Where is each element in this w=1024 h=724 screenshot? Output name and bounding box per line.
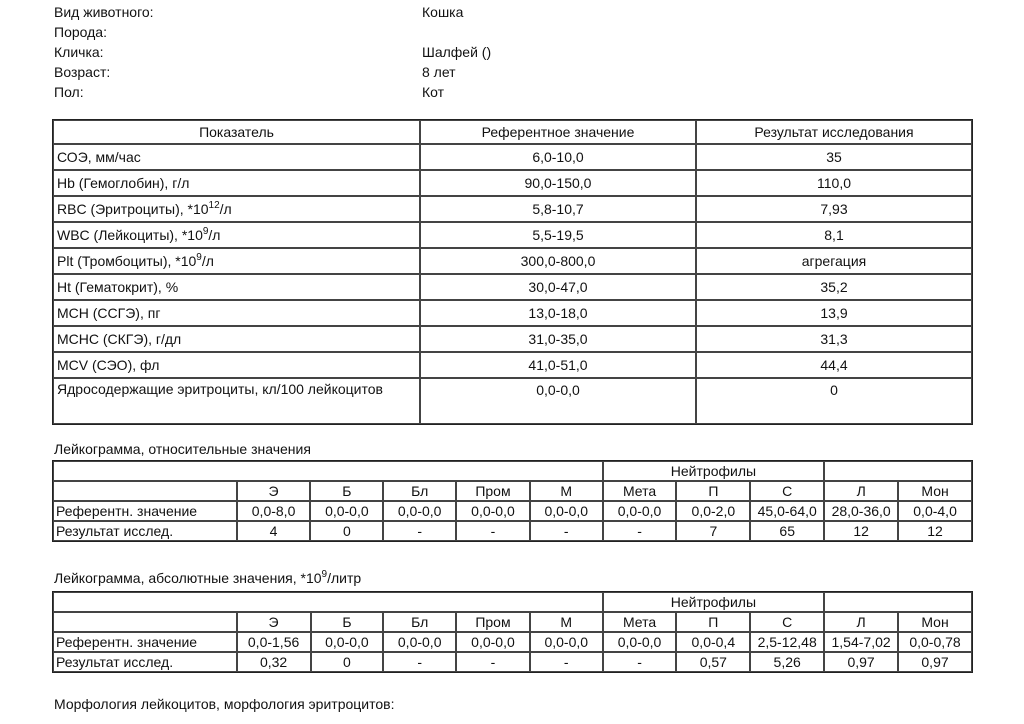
reference-value: 0,0-1,56	[237, 632, 311, 652]
column-header: М	[530, 481, 603, 501]
reference-value: 31,0-35,0	[420, 326, 696, 352]
exponent: 12	[208, 200, 220, 211]
result-value: агрегация	[696, 248, 972, 274]
result-value: 0	[310, 521, 383, 541]
result-value: -	[456, 652, 530, 672]
column-header: Л	[824, 481, 898, 501]
result-value: 65	[750, 521, 824, 541]
result-value: -	[603, 521, 677, 541]
column-header: Референтное значение	[420, 120, 696, 144]
table-row	[53, 378, 972, 424]
reference-value: 28,0-36,0	[824, 501, 898, 521]
leukogram-absolute-caption	[54, 570, 361, 586]
info-label: Возраст:	[54, 64, 111, 80]
parameter-unit: /л	[201, 253, 214, 269]
parameter-name-text: RBC (Эритроциты), *10	[57, 201, 209, 217]
result-value: -	[383, 521, 456, 541]
parameter-name	[53, 248, 420, 274]
column-header: Бл	[383, 481, 456, 501]
reference-value: 0,0-0,0	[420, 378, 696, 424]
group-header-row	[53, 592, 972, 612]
parameter-name: MCHC (СКГЭ), г/дл	[53, 326, 420, 352]
info-value: Шалфей ()	[422, 44, 492, 60]
reference-value: 0,0-2,0	[676, 501, 750, 521]
empty-cell	[53, 481, 237, 501]
column-header: Пром	[456, 612, 530, 632]
result-value: 8,1	[696, 222, 972, 248]
result-value: 110,0	[696, 170, 972, 196]
column-header: П	[676, 612, 750, 632]
parameter-name: Hb (Гемоглобин), г/л	[53, 170, 420, 196]
result-value: 44,4	[696, 352, 972, 378]
row-label: Результат исслед.	[53, 652, 237, 672]
reference-value: 0,0-0,0	[603, 501, 677, 521]
result-value: 13,9	[696, 300, 972, 326]
column-header: М	[530, 612, 603, 632]
table-row	[53, 248, 972, 274]
reference-value: 30,0-47,0	[420, 274, 696, 300]
parameter-name: Ядросодержащие эритроциты, кл/100 лейкоцитов	[53, 378, 420, 424]
reference-value: 0,0-0,0	[530, 501, 603, 521]
table-row	[53, 352, 972, 378]
info-label: Порода:	[54, 24, 107, 40]
result-value: -	[530, 521, 603, 541]
column-header: Э	[237, 612, 311, 632]
column-header: Показатель	[53, 120, 420, 144]
result-value: 0,97	[898, 652, 972, 672]
empty-cell	[53, 612, 237, 632]
column-header: Мета	[603, 481, 677, 501]
info-label: Кличка:	[54, 44, 104, 60]
table-row	[53, 274, 972, 300]
reference-row	[53, 632, 972, 652]
column-header: Э	[237, 481, 311, 501]
reference-value: 0,0-0,0	[456, 632, 530, 652]
parameter-unit: /л	[219, 201, 232, 217]
empty-cell	[824, 592, 972, 612]
result-value: 35,2	[696, 274, 972, 300]
reference-value: 5,8-10,7	[420, 196, 696, 222]
caption-text: Лейкограмма, абсолютные значения, *10	[54, 570, 322, 586]
column-header: П	[676, 481, 750, 501]
row-label: Результат исслед.	[53, 521, 237, 541]
row-label: Референтн. значение	[53, 501, 237, 521]
parameter-name: MCV (СЭО), фл	[53, 352, 420, 378]
empty-cell	[53, 592, 603, 612]
info-value: Кот	[422, 84, 445, 100]
reference-value: 0,0-0,4	[676, 632, 750, 652]
table-row	[53, 326, 972, 352]
exponent: 9	[196, 252, 202, 263]
result-value: -	[530, 652, 603, 672]
parameter-unit: /л	[208, 227, 221, 243]
result-value: 7	[676, 521, 750, 541]
morphology-heading: Морфология лейкоцитов, морфология эритроцитов:	[54, 696, 395, 712]
result-value: 0	[311, 652, 384, 672]
parameter-name	[53, 196, 420, 222]
hematology-table	[52, 119, 973, 425]
result-row	[53, 652, 972, 672]
row-label: Референтн. значение	[53, 632, 237, 652]
leukogram-relative-table	[52, 460, 973, 542]
parameter-name: MCH (ССГЭ), пг	[53, 300, 420, 326]
column-header: Мета	[603, 612, 677, 632]
result-value: 0,32	[237, 652, 311, 672]
neutrophils-group-header: Нейтрофилы	[603, 592, 824, 612]
reference-value: 0,0-0,78	[898, 632, 972, 652]
neutrophils-group-header: Нейтрофилы	[603, 461, 825, 481]
reference-value: 0,0-0,0	[383, 632, 456, 652]
column-header: С	[750, 481, 824, 501]
reference-value: 5,5-19,5	[420, 222, 696, 248]
reference-value: 45,0-64,0	[750, 501, 824, 521]
parameter-name	[53, 222, 420, 248]
parameter-name-text: Plt (Тромбоциты), *10	[57, 253, 197, 269]
result-value: -	[603, 652, 677, 672]
reference-value: 0,0-0,0	[311, 632, 384, 652]
result-value: 4	[237, 521, 311, 541]
result-value: 7,93	[696, 196, 972, 222]
column-header: С	[750, 612, 824, 632]
result-value: 0,97	[824, 652, 898, 672]
reference-value: 0,0-0,0	[383, 501, 456, 521]
reference-value: 0,0-0,0	[603, 632, 677, 652]
leukogram-absolute-table	[52, 591, 973, 673]
reference-value: 41,0-51,0	[420, 352, 696, 378]
table-header-row	[53, 120, 972, 144]
table-row	[53, 170, 972, 196]
info-value: 8 лет	[422, 64, 456, 80]
reference-value: 0,0-0,0	[456, 501, 530, 521]
info-label: Пол:	[54, 84, 84, 100]
table-row	[53, 144, 972, 170]
result-value: 0	[696, 378, 972, 424]
reference-value: 0,0-4,0	[898, 501, 972, 521]
table-row	[53, 196, 972, 222]
parameter-name-text: WBC (Лейкоциты), *10	[57, 227, 203, 243]
reference-value: 300,0-800,0	[420, 248, 696, 274]
reference-value: 6,0-10,0	[420, 144, 696, 170]
column-header: Бл	[383, 612, 456, 632]
column-header: Пром	[456, 481, 530, 501]
table-row	[53, 222, 972, 248]
empty-cell	[53, 461, 603, 481]
column-header: Л	[824, 612, 898, 632]
empty-cell	[824, 461, 972, 481]
column-header: Мон	[898, 612, 972, 632]
reference-row	[53, 501, 972, 521]
reference-value: 0,0-8,0	[237, 501, 311, 521]
table-row	[53, 300, 972, 326]
exponent: 9	[202, 226, 209, 237]
reference-value: 1,54-7,02	[824, 632, 898, 652]
column-header-row	[53, 612, 972, 632]
column-header: Б	[310, 481, 383, 501]
result-value: 0,57	[676, 652, 750, 672]
column-header: Б	[311, 612, 384, 632]
group-header-row	[53, 461, 972, 481]
result-value: 35	[696, 144, 972, 170]
result-value: 31,3	[696, 326, 972, 352]
reference-value: 13,0-18,0	[420, 300, 696, 326]
info-label: Вид животного:	[54, 4, 154, 20]
leukogram-relative-caption: Лейкограмма, относительные значения	[54, 441, 311, 457]
result-value: 12	[824, 521, 898, 541]
result-row	[53, 521, 972, 541]
info-value: Кошка	[422, 4, 464, 20]
caption-unit: /литр	[327, 570, 362, 586]
reference-value: 0,0-0,0	[530, 632, 603, 652]
reference-value: 90,0-150,0	[420, 170, 696, 196]
exponent: 9	[321, 569, 328, 580]
result-value: -	[456, 521, 530, 541]
reference-value: 2,5-12,48	[750, 632, 824, 652]
result-value: 12	[898, 521, 972, 541]
parameter-name: Ht (Гематокрит), %	[53, 274, 420, 300]
result-value: 5,26	[750, 652, 824, 672]
column-header: Результат исследования	[696, 120, 972, 144]
reference-value: 0,0-0,0	[310, 501, 383, 521]
parameter-name: СОЭ, мм/час	[53, 144, 420, 170]
result-value: -	[383, 652, 456, 672]
column-header-row	[53, 481, 972, 501]
column-header: Мон	[898, 481, 972, 501]
